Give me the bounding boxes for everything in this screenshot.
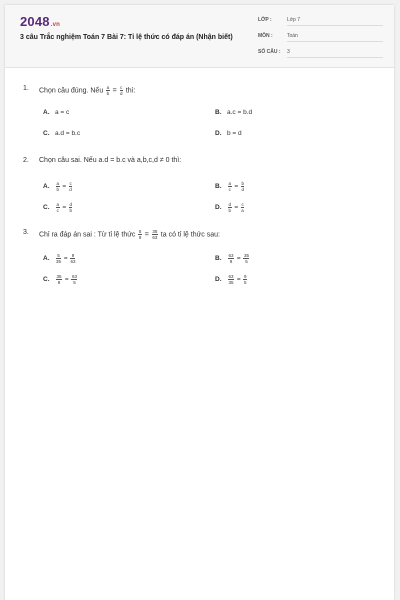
option-letter: A. [43,109,50,116]
numerator: b [241,181,244,186]
question-text-part: thì: [123,87,136,95]
option-letter: B. [215,109,222,116]
option-letter: D. [215,204,222,212]
numerator: d [69,202,72,207]
option-text: a = c [55,109,70,116]
numerator: a [106,85,110,90]
denominator: 5 [73,280,76,285]
denominator: 9 [229,259,233,264]
option-letter: B. [215,183,222,191]
option-letter: D. [215,276,222,284]
option-letter: C. [43,276,50,284]
numerator: c [241,202,244,207]
question-text-part: Chọn câu đúng. Nếu [39,87,106,95]
meta-value-class: Lớp 7 [287,17,383,26]
fraction [228,274,234,285]
option-text: b = d [227,130,242,137]
denominator: d [120,91,123,96]
question-text-part: ta có tỉ lệ thức sau: [158,231,220,239]
numerator: 63 [228,274,234,279]
denominator: 5 [243,280,247,285]
numerator: a [56,202,60,207]
answer-option-3d[interactable]: D. $\frac{63}{35}$ = $\frac{9}{5}$ [215,274,247,285]
numerator: 35 [243,253,249,258]
equals-sign: = [110,87,119,95]
fraction [120,85,123,96]
question-text [39,229,220,240]
fraction [243,274,247,285]
numerator: 63 [71,274,77,279]
denominator: b [69,208,72,213]
numerator: 35 [152,229,158,234]
denominator: b [106,91,110,96]
fraction [69,202,73,213]
answer-option-3b[interactable]: B. $\frac{63}{9}$ = $\frac{35}{5}$ [215,253,249,264]
equals-sign: = [142,231,151,239]
numerator: 35 [56,274,62,279]
denominator: 63 [152,235,158,240]
meta-value-subject: Toán [287,33,383,42]
answer-option-2c[interactable]: C. $\frac{a}{c}$ = $\frac{d}{b}$ [43,202,72,213]
fraction [70,253,75,264]
fraction [228,202,232,213]
numerator: c [120,85,123,90]
fraction [243,253,249,264]
fraction [56,253,61,264]
option-text: a.d = b.c [55,130,81,137]
logo-suffix: .vn [50,22,61,28]
fraction [228,181,232,192]
denominator: b [228,208,232,213]
question-number: 1. [23,85,29,92]
document-header [5,5,394,68]
fraction [138,229,142,240]
option-letter: A. [43,183,50,191]
document-sheet [5,5,394,600]
numerator: 9 [243,274,247,279]
denominator: c [56,208,59,213]
numerator: a [56,181,60,186]
numerator: 5 [57,253,60,258]
fraction [56,274,62,285]
meta-label-subject: MÔN : [258,33,273,39]
question-text: Chọn câu sai. Nếu a.d = b.c và a,b,c,d ≠ 0 thì: [39,157,182,164]
numerator: 5 [138,229,142,234]
fraction [106,85,110,96]
option-letter: C. [43,204,50,212]
option-letter: A. [43,255,50,263]
answer-option-2b[interactable]: B. $\frac{a}{c}$ = $\frac{b}{d}$ [215,181,244,192]
question-number: 3. [23,229,29,236]
numerator: 9 [71,253,75,258]
denominator: 63 [70,259,76,264]
site-logo[interactable] [20,14,60,29]
meta-label-count: SỐ CÂU : [258,49,281,55]
fraction [56,202,60,213]
denominator: 35 [56,259,62,264]
question-number: 2. [23,157,29,164]
fraction [56,181,60,192]
answer-option-3c[interactable]: C. $\frac{35}{9}$ = $\frac{63}{5}$ [43,274,77,285]
numerator: 63 [228,253,234,258]
denominator: b [56,187,60,192]
denominator: 9 [138,235,142,240]
fraction [152,229,158,240]
option-letter: B. [215,255,222,263]
answer-option-2a[interactable]: A. $\frac{a}{b}$ = $\frac{c}{d}$ [43,181,72,192]
answer-option-3a[interactable]: A. $\frac{5}{35}$ = $\frac{9}{63}$ [43,253,76,264]
question-text-part: Chỉ ra đáp án sai : Từ tỉ lệ thức [39,231,138,239]
meta-label-class: LỚP : [258,17,272,23]
denominator: a [241,208,244,213]
logo-text: 2048 [20,14,50,29]
meta-value-count: 3 [287,49,383,58]
answer-option-1a[interactable] [43,109,69,116]
numerator: a [228,181,232,186]
answer-option-1d[interactable] [215,130,242,137]
fraction [241,202,244,213]
denominator: d [69,187,72,192]
fraction [228,253,234,264]
option-letter: C. [43,130,50,137]
question-text [39,85,136,96]
option-text: a.c = b.d [227,109,253,116]
denominator: 9 [57,280,61,285]
answer-option-1c[interactable] [43,130,80,137]
fraction [241,181,245,192]
fraction [71,274,77,285]
document-title: 3 câu Trắc nghiệm Toán 7 Bài 7: Tỉ lệ thức có đáp án (Nhận biết) [20,34,233,41]
fraction [69,181,72,192]
denominator: 5 [245,259,248,264]
denominator: d [241,187,244,192]
numerator: c [69,181,72,186]
answer-option-2d[interactable]: D. $\frac{d}{b}$ = $\frac{c}{a}$ [215,202,244,213]
option-letter: D. [215,130,222,137]
numerator: d [228,202,232,207]
denominator: c [228,187,231,192]
answer-option-1b[interactable] [215,109,252,116]
denominator: 35 [228,280,234,285]
